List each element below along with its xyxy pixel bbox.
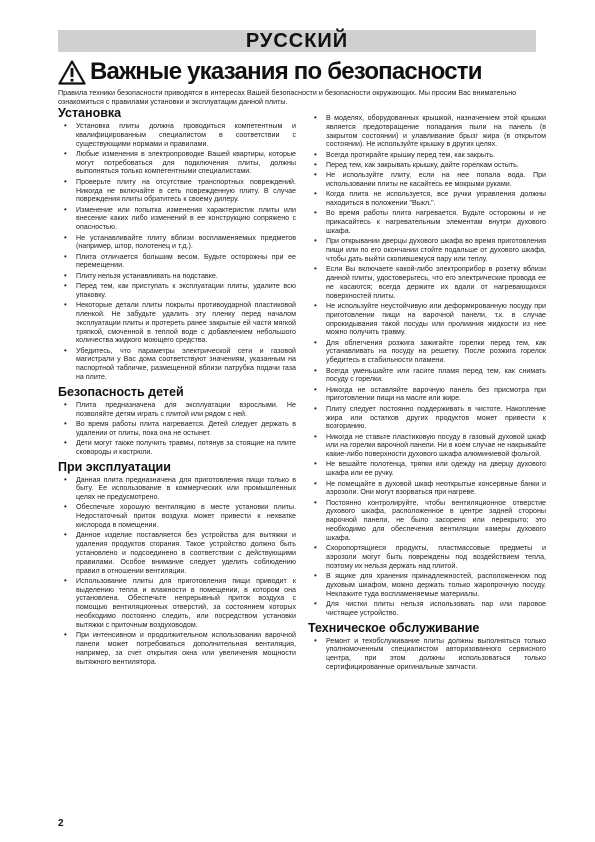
section-heading: При эксплуатации: [58, 459, 171, 474]
page-number: 2: [58, 818, 64, 829]
bullet-item: • Всегда протирайте крышку перед тем, как закрыть.: [308, 151, 546, 160]
bullet-item: • Данная плита предназначена для приготовления пищи только в быту. Ее использование в коммерческих или промышленных целях не предусмотрено.: [58, 476, 296, 502]
bullet-item: • Плиту следует постоянно поддерживать в чистоте. Накопление жира или остатков других продуктов может привести к возгоранию.: [308, 405, 546, 431]
bullet-item: • Всегда уменьшайте или гасите пламя перед тем, как снимать посуду с горелки.: [308, 367, 546, 385]
bullet-item: • Для облегчения розжига зажигайте горелки перед тем, как устанавливать на посуду на решетку. После розжига горелок убедитесь в стабильности пламени.: [308, 339, 546, 365]
bullet-item: • Убедитесь, что параметры электрической сети и газовой магистрали у Вас дома соответствуют значениям, указанным на паспортной табличке, размещенной вблизи патрубка подачи газа на плите.: [58, 347, 296, 382]
bullet-item: • Плита предназначена для эксплуатации взрослыми. Не позволяйте детям играть с плитой или рядом с ней.: [58, 401, 296, 419]
bullet-item: • Скоропортящиеся продукты, пластмассовые предметы и аэрозоли могут быть повреждены под воздействием тепла, поэтому их нельзя держать над плитой.: [308, 544, 546, 570]
bullet-item: • Перед тем, как приступать к эксплуатации плиты, удалите всю упаковку.: [58, 282, 296, 300]
section-heading: Техническое обслуживание: [308, 620, 480, 635]
bullet-item: • Не помещайте в духовой шкаф неоткрытые консервные банки и аэрозоли. Они могут взорваться при нагреве.: [308, 480, 546, 498]
bullet-item: • Данное изделие поставляется без устройства для вытяжки и удаления продуктов сгорания. Такое устройство должно быть установлено и подсоединено в соответствии с действующими правилами. Особое внимание следует уделить соблюдению правил в отношении вентиляции.: [58, 531, 296, 575]
right-column: [308, 114, 546, 675]
bullet-item: • Во время работы плита нагревается. Будьте осторожны и не прикасайтесь к нагревательным элементам внутри духового шкафа.: [308, 209, 546, 235]
bullet-item: • Дети могут также получить травмы, потянув за стоящие на плите сковороды и кастрюли.: [58, 439, 296, 457]
bullet-item: • Использование плиты для приготовления пищи приводит к выделению тепла и влажности в помещении, в котором она установлена. Обеспечьте непрерывный приток воздуха с помощью вентиляционных отверстий, за состоянием которых необходимо постоянно следить, или посредством установки вытяжки с приточным воздуховодом.: [58, 577, 296, 630]
bullet-item: • Ремонт и техобслуживание плиты должны выполняться только уполномоченным специалистом авторизованного сервисного центра, при этом должны использоваться только сертифицированные оригинальные запчасти.: [308, 637, 546, 672]
bullet-list: [58, 122, 296, 382]
bullet-item: • Некоторые детали плиты покрыты противоударной пластиковой пленкой. Не забудьте удалить эту пленку перед началом эксплуатации плиты и протереть ранее закрытые ей части мягкой тряпкой, смоченной в теплой воде с добавлением небольшого количества жидкого моющего средства.: [58, 301, 296, 345]
bullet-item: • Если Вы включаете какой-либо электроприбор в розетку вблизи данной плиты, удостоверьтесь, что его электрические провода ее не касаются; всегда держите их вдали от нагревающихся поверхностей плиты.: [308, 265, 546, 300]
bullet-item: • При открывании дверцы духового шкафа во время приготовления пищи или по его окончании стойте подальше от духового шкафа, чтобы дать выйти скопившемуся пару или теплу.: [308, 237, 546, 263]
bullet-item: • Не используйте неустойчивую или деформированную посуду при приготовлении пищи на варочной панели, т.к. в случае опрокидывания такой посуды или пролиания жидкости из нее можно получить травму.: [308, 302, 546, 337]
left-column: [58, 106, 296, 669]
bullet-item: • Во время работы плита нагревается. Детей следует держать в удалении от плиты, пока она не остынет.: [58, 420, 296, 438]
bullet-item: • В моделях, оборудованных крышкой, назначением этой крышки является предотвращение попадания пыли на панель (в закрытом состоянии) и улавливание брызг жира (в открытом состоянии). Не используйте крышку в других целях.: [308, 114, 546, 149]
language-header: [58, 30, 536, 52]
bullet-item: • Никогда не ставьте пластиковую посуду в газовый духовой шкаф или на горелки варочной панели. Ни в коем случае не накрывайте какие-либо поверхности духового шкафа алюминиевой фольгой.: [308, 433, 546, 459]
bullet-item: • Для чистки плиты нельзя использовать пар или паровое чистящее устройство.: [308, 600, 546, 618]
bullet-list: [58, 476, 296, 667]
title-text: Важные указания по безопасности: [90, 58, 482, 85]
bullet-item: • Любые изменения в электропроводке Вашей квартиры, которые могут потребоваться для подключения плиты, должны выполняться только компетентными специалистами.: [58, 150, 296, 176]
bullet-item: • Постоянно контролируйте, чтобы вентиляционное отверстие духового шкафа, расположенное в центре задней стороны варочной панели, не было засорено или перекрыто; это необходимо для обеспечения вентиляции камеры духового шкафа.: [308, 499, 546, 543]
bullet-item: • Не устанавливайте плиту вблизи воспламеняемых предметов (например, штор, полотенец и т.д.).: [58, 234, 296, 252]
bullet-item: • Перед тем, как закрывать крышку, дайте горелкам остыть.: [308, 161, 546, 170]
bullet-list: [308, 114, 546, 618]
bullet-item: • Изменение или попытка изменения характеристик плиты или внесение каких либо изменений в ее конструкцию сопряжено с опасностью.: [58, 206, 296, 232]
bullet-list: [58, 401, 296, 457]
language-label: РУССКИЙ: [245, 29, 349, 52]
bullet-item: • Проверьте плиту на отсутствие транспортных повреждений. Никогда не включайте в сеть поврежденную плиту. В случае повреждения плиты обратитесь к своему дилеру.: [58, 178, 296, 204]
bullet-item: • Не используйте плиту, если на нее попала вода. При использовании плиты не касайтесь ее мокрыми руками.: [308, 171, 546, 189]
bullet-item: • Плиту нельзя устанавливать на подставке.: [58, 272, 296, 281]
bullet-item: • Установка плиты должна проводиться компетентным и квалифицированным специалистом в соответствии с существующими нормами и правилами.: [58, 122, 296, 148]
page-title: [58, 57, 548, 87]
bullet-item: • Обеспечьте хорошую вентиляцию в месте установки плиты. Недостаточный приток воздуха может привести к нехватке кислорода в помещении.: [58, 503, 296, 529]
bullet-item: • Плита отличается большим весом. Будьте осторожны при ее перемещении.: [58, 253, 296, 271]
bullet-item: • В ящике для хранения принадлежностей, расположенном под духовым шкафом, можно держать только жаропрочную посуду. Неклажите туда воспламеняемые материалы.: [308, 572, 546, 598]
bullet-item: • Не вешайте полотенца, тряпки или одежду на дверцу духового шкафа или ее ручку.: [308, 460, 546, 478]
bullet-list: [308, 637, 546, 672]
bullet-item: • При интенсивном и продолжительном использовании варочной панели может потребоваться дополнительная вентиляция, например, за счет открытия окна или увеличения мощности вытяжного вентилятора.: [58, 631, 296, 666]
section-heading: Установка: [58, 106, 122, 120]
bullet-item: • Никогда не оставляйте варочную панель без присмотра при приготовлении пищи на масле или жире.: [308, 386, 546, 404]
warning-triangle-icon: [58, 60, 86, 85]
intro-paragraph: Правила техники безопасности приводятся в интересах Вашей безопасности и безопасности окружающих. Мы просим Вас внимательно ознакомиться с правилами установки и эксплуатации данной плиты.: [58, 88, 517, 107]
section-heading: Безопасность детей: [58, 384, 184, 399]
bullet-item: • Когда плита не используется, все ручки управления должны находиться в положении "Выкл.".: [308, 190, 546, 208]
